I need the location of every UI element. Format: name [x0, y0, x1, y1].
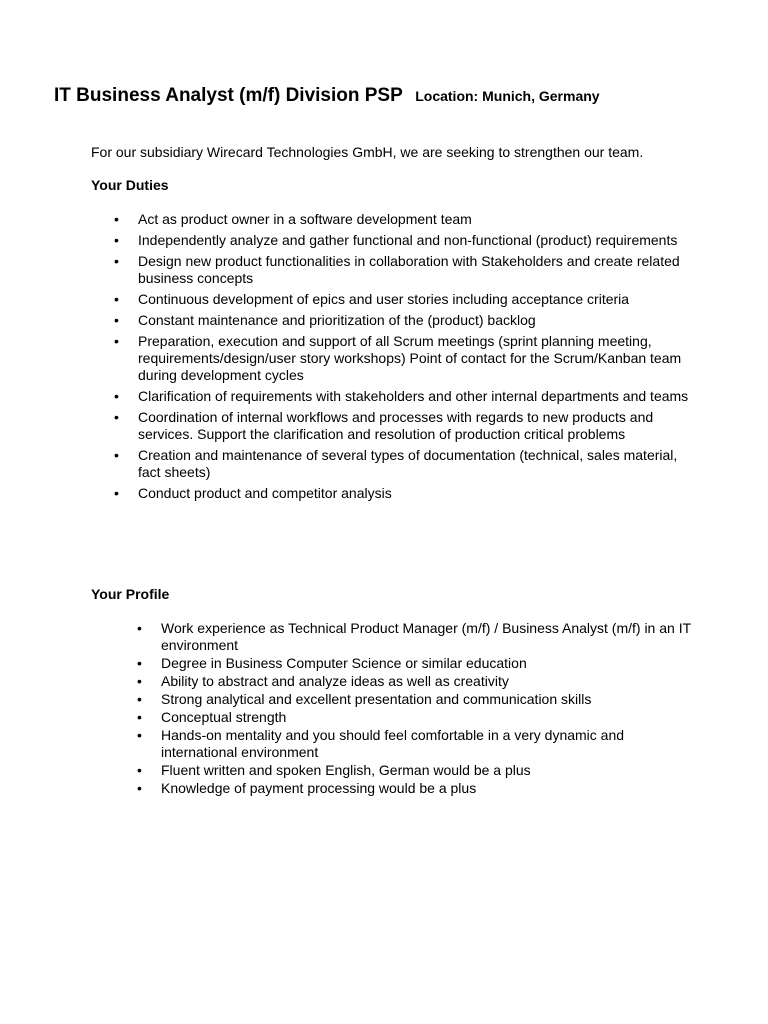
bullet-icon: •: [114, 232, 119, 248]
list-item: [137, 727, 697, 761]
list-item-text: Creation and maintenance of several types of documentation (technical, sales material, fact sheets): [138, 447, 678, 480]
list-item: [137, 655, 697, 672]
list-item-text: Degree in Business Computer Science or similar education: [161, 655, 527, 671]
list-item-text: Work experience as Technical Product Manager (m/f) / Business Analyst (m/f) in an IT environment: [161, 620, 691, 653]
bullet-icon: •: [137, 691, 142, 707]
bullet-icon: •: [137, 620, 142, 636]
profile-list: [137, 620, 697, 798]
profile-heading: Your Profile: [91, 586, 170, 602]
list-item: [137, 620, 697, 654]
bullet-icon: •: [114, 409, 119, 425]
duties-heading: Your Duties: [91, 177, 169, 193]
bullet-icon: •: [137, 780, 142, 796]
list-item-text: Knowledge of payment processing would be a plus: [161, 780, 477, 796]
list-item-text: Act as product owner in a software development team: [138, 211, 472, 227]
bullet-icon: •: [137, 762, 142, 778]
list-item: [114, 232, 694, 249]
bullet-icon: •: [114, 312, 119, 328]
list-item: [137, 780, 697, 797]
list-item: [114, 447, 694, 481]
list-item: [114, 333, 694, 384]
list-item-text: Coordination of internal workflows and processes with regards to new products and services. Support the clarification and resolution of production critical problems: [138, 409, 654, 442]
list-item: [114, 485, 694, 502]
list-item-text: Hands-on mentality and you should feel comfortable in a very dynamic and international environment: [161, 727, 625, 760]
bullet-icon: •: [137, 727, 142, 743]
bullet-icon: •: [114, 447, 119, 463]
bullet-icon: •: [114, 211, 119, 227]
list-item-text: Design new product functionalities in collaboration with Stakeholders and create related business concepts: [138, 253, 680, 286]
job-title: IT Business Analyst (m/f) Division PSP: [54, 85, 403, 106]
list-item: [114, 291, 694, 308]
list-item-text: Clarification of requirements with stakeholders and other internal departments and teams: [138, 388, 689, 404]
bullet-icon: •: [114, 388, 119, 404]
list-item: [137, 762, 697, 779]
list-item: [137, 673, 697, 690]
list-item-text: Preparation, execution and support of all Scrum meetings (sprint planning meeting, requirements/design/user story workshops) Point of contact for the Scrum/Kanban team during development cycles: [138, 333, 682, 383]
list-item: [114, 388, 694, 405]
list-item-text: Strong analytical and excellent presentation and communication skills: [161, 691, 592, 707]
list-item: [114, 409, 694, 443]
list-item: [137, 709, 697, 726]
bullet-icon: •: [137, 655, 142, 671]
list-item-text: Continuous development of epics and user stories including acceptance criteria: [138, 291, 630, 307]
list-item-text: Constant maintenance and prioritization of the (product) backlog: [138, 312, 536, 328]
duties-list: [114, 211, 694, 506]
list-item-text: Conduct product and competitor analysis: [138, 485, 392, 501]
bullet-icon: •: [114, 333, 119, 349]
list-item-text: Independently analyze and gather functional and non-functional (product) requirements: [138, 232, 678, 248]
list-item-text: Fluent written and spoken English, German would be a plus: [161, 762, 531, 778]
bullet-icon: •: [114, 253, 119, 269]
list-item: [114, 253, 694, 287]
bullet-icon: •: [114, 291, 119, 307]
title-row: [54, 85, 600, 107]
bullet-icon: •: [137, 673, 142, 689]
list-item: [137, 691, 697, 708]
job-location: Location: Munich, Germany: [415, 88, 600, 104]
list-item: [114, 211, 694, 228]
bullet-icon: •: [114, 485, 119, 501]
list-item: [114, 312, 694, 329]
list-item-text: Ability to abstract and analyze ideas as well as creativity: [161, 673, 509, 689]
list-item-text: Conceptual strength: [161, 709, 287, 725]
intro-paragraph: For our subsidiary Wirecard Technologies GmbH, we are seeking to strengthen our team.: [91, 144, 644, 160]
bullet-icon: •: [137, 709, 142, 725]
